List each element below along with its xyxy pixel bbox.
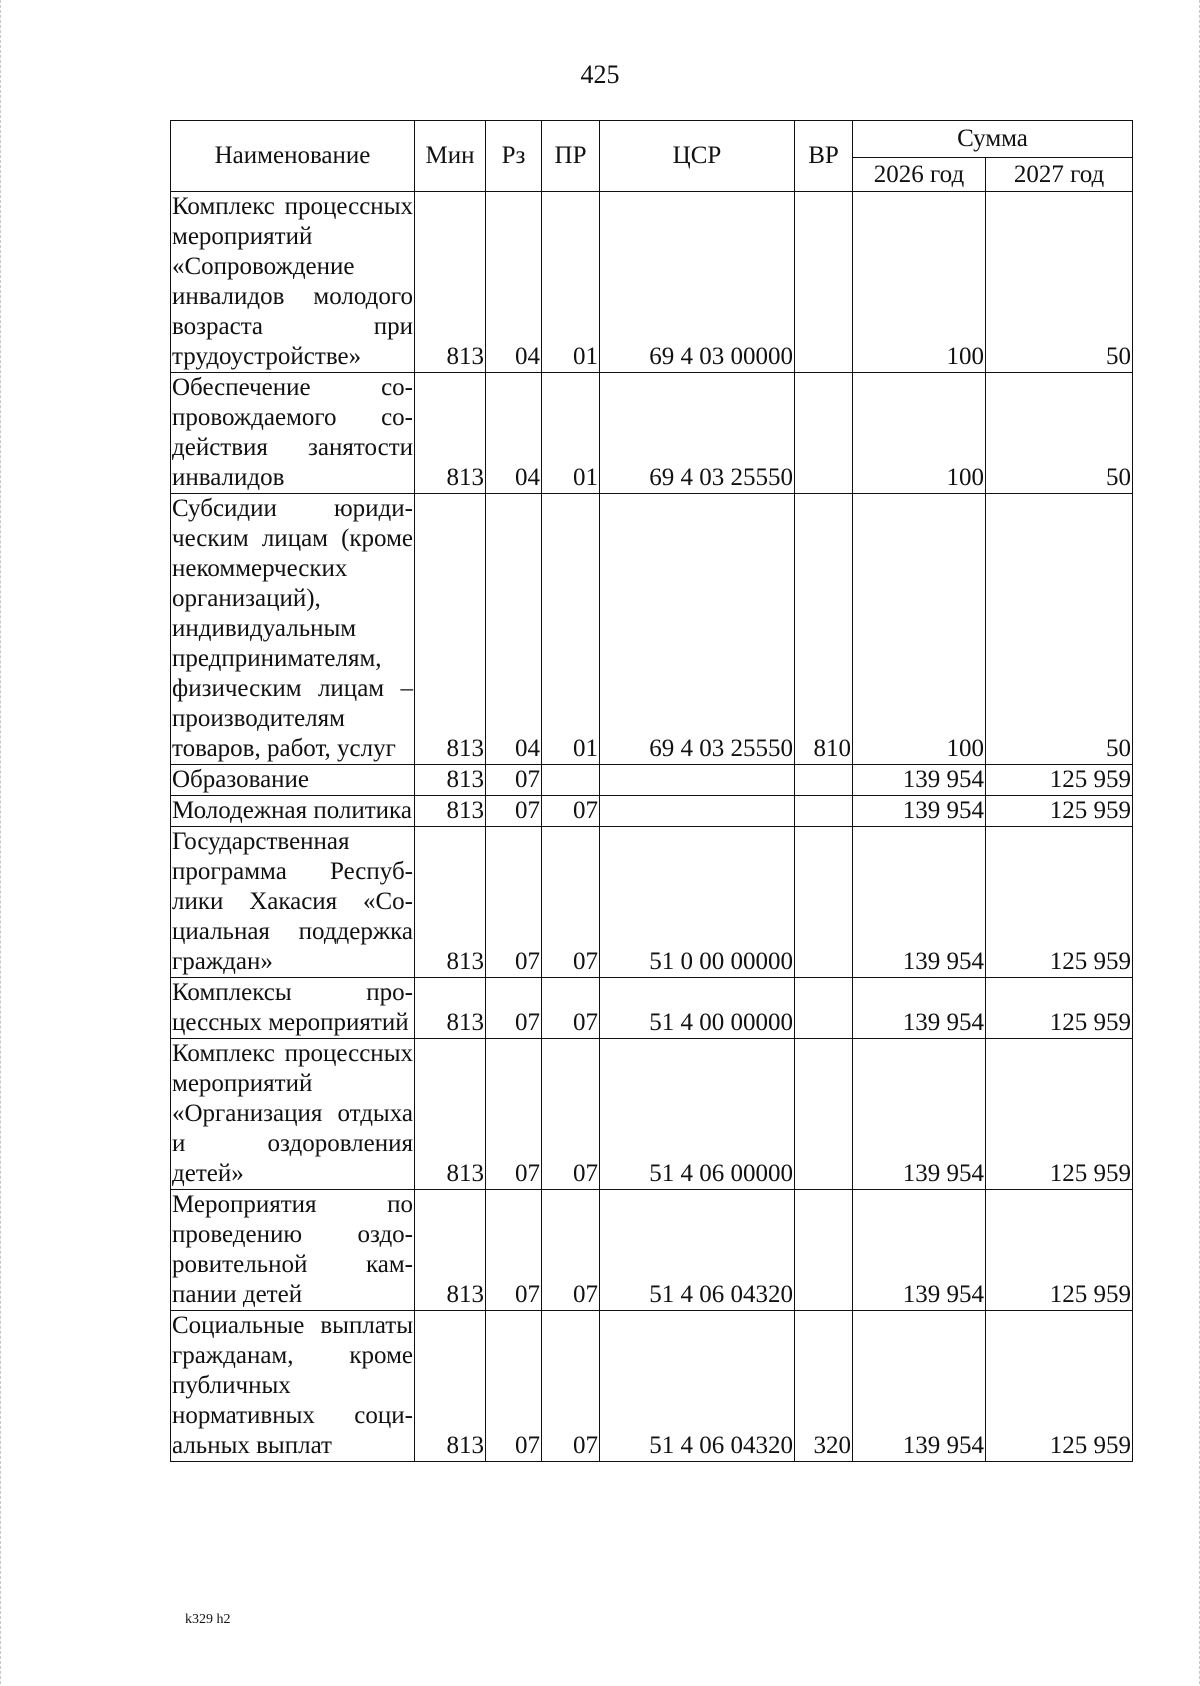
cell-sum-2026: 100 bbox=[853, 494, 986, 765]
cell-sum-2026: 139 954 bbox=[853, 827, 986, 978]
cell-sum-2027: 125 959 bbox=[986, 1311, 1133, 1462]
cell-sum-2026: 139 954 bbox=[853, 1039, 986, 1190]
table-row bbox=[171, 978, 1133, 1039]
cell-vr bbox=[795, 796, 853, 827]
cell-vr bbox=[795, 1039, 853, 1190]
cell-rz: 07 bbox=[486, 1311, 542, 1462]
cell-name: Обеспечение сопровождаемого содействия занятости инвалидов bbox=[171, 373, 415, 494]
header-year-2027: 2027 год bbox=[986, 158, 1133, 192]
cell-csr: 51 4 06 04320 bbox=[600, 1190, 795, 1311]
cell-sum-2027: 50 bbox=[986, 192, 1133, 373]
cell-sum-2026: 139 954 bbox=[853, 796, 986, 827]
cell-vr: 810 bbox=[795, 494, 853, 765]
header-sum: Сумма bbox=[853, 121, 1133, 158]
table-row bbox=[171, 192, 1133, 373]
cell-min: 813 bbox=[415, 494, 486, 765]
cell-csr bbox=[600, 796, 795, 827]
cell-name: Комплекс процессных мероприятий «Сопровождение инвалидов молодого возраста при трудоустройстве» bbox=[171, 192, 415, 373]
cell-vr bbox=[795, 192, 853, 373]
cell-min: 813 bbox=[415, 765, 486, 796]
table-row bbox=[171, 1311, 1133, 1462]
table-body bbox=[171, 192, 1133, 1462]
cell-rz: 07 bbox=[486, 978, 542, 1039]
header-name: Наименование bbox=[171, 121, 415, 192]
cell-sum-2027: 125 959 bbox=[986, 1039, 1133, 1190]
cell-sum-2027: 50 bbox=[986, 494, 1133, 765]
cell-min: 813 bbox=[415, 978, 486, 1039]
footer-code: k329 h2 bbox=[185, 1612, 231, 1627]
table-row bbox=[171, 796, 1133, 827]
cell-rz: 04 bbox=[486, 192, 542, 373]
cell-csr: 69 4 03 25550 bbox=[600, 494, 795, 765]
cell-sum-2027: 125 959 bbox=[986, 796, 1133, 827]
cell-rz: 07 bbox=[486, 796, 542, 827]
cell-vr bbox=[795, 978, 853, 1039]
cell-sum-2026: 139 954 bbox=[853, 978, 986, 1039]
cell-sum-2027: 125 959 bbox=[986, 765, 1133, 796]
cell-name: Комплексы процессных мероприятий bbox=[171, 978, 415, 1039]
cell-pr: 01 bbox=[542, 192, 600, 373]
header-rz: Рз bbox=[486, 121, 542, 192]
cell-min: 813 bbox=[415, 192, 486, 373]
cell-pr: 07 bbox=[542, 1190, 600, 1311]
cell-min: 813 bbox=[415, 1311, 486, 1462]
cell-pr: 07 bbox=[542, 796, 600, 827]
cell-csr: 69 4 03 25550 bbox=[600, 373, 795, 494]
cell-csr bbox=[600, 765, 795, 796]
cell-name: Образование bbox=[171, 765, 415, 796]
cell-sum-2026: 100 bbox=[853, 373, 986, 494]
cell-csr: 51 4 00 00000 bbox=[600, 978, 795, 1039]
cell-sum-2027: 50 bbox=[986, 373, 1133, 494]
cell-min: 813 bbox=[415, 1190, 486, 1311]
cell-pr: 07 bbox=[542, 1039, 600, 1190]
header-pr: ПР bbox=[542, 121, 600, 192]
cell-vr bbox=[795, 827, 853, 978]
cell-sum-2027: 125 959 bbox=[986, 1190, 1133, 1311]
cell-vr: 320 bbox=[795, 1311, 853, 1462]
cell-pr: 07 bbox=[542, 978, 600, 1039]
cell-rz: 04 bbox=[486, 494, 542, 765]
page-number: 425 bbox=[580, 60, 620, 89]
cell-name: Комплекс процессных мероприятий «Организация отдыха и оздоровления детей» bbox=[171, 1039, 415, 1190]
cell-sum-2027: 125 959 bbox=[986, 978, 1133, 1039]
cell-csr: 51 0 00 00000 bbox=[600, 827, 795, 978]
header-min: Мин bbox=[415, 121, 486, 192]
cell-sum-2026: 100 bbox=[853, 192, 986, 373]
cell-name: Мероприятия по проведению оздоровительной кампании детей bbox=[171, 1190, 415, 1311]
cell-csr: 51 4 06 00000 bbox=[600, 1039, 795, 1190]
cell-rz: 07 bbox=[486, 827, 542, 978]
cell-vr bbox=[795, 765, 853, 796]
header-csr: ЦСР bbox=[600, 121, 795, 192]
table-row bbox=[171, 494, 1133, 765]
cell-csr: 69 4 03 00000 bbox=[600, 192, 795, 373]
table-row bbox=[171, 373, 1133, 494]
cell-rz: 07 bbox=[486, 1190, 542, 1311]
cell-sum-2026: 139 954 bbox=[853, 1311, 986, 1462]
table-row bbox=[171, 1039, 1133, 1190]
cell-csr: 51 4 06 04320 bbox=[600, 1311, 795, 1462]
table-row bbox=[171, 1190, 1133, 1311]
cell-name: Социальные выплаты гражданам, кроме публичных нормативных социальных выплат bbox=[171, 1311, 415, 1462]
cell-pr: 01 bbox=[542, 373, 600, 494]
budget-table bbox=[170, 120, 1133, 1462]
cell-sum-2027: 125 959 bbox=[986, 827, 1133, 978]
cell-pr: 01 bbox=[542, 494, 600, 765]
cell-pr: 07 bbox=[542, 827, 600, 978]
cell-pr bbox=[542, 765, 600, 796]
cell-sum-2026: 139 954 bbox=[853, 1190, 986, 1311]
cell-vr bbox=[795, 373, 853, 494]
table-row bbox=[171, 827, 1133, 978]
cell-min: 813 bbox=[415, 827, 486, 978]
cell-sum-2026: 139 954 bbox=[853, 765, 986, 796]
cell-rz: 07 bbox=[486, 1039, 542, 1190]
cell-pr: 07 bbox=[542, 1311, 600, 1462]
cell-vr bbox=[795, 1190, 853, 1311]
header-vr: ВР bbox=[795, 121, 853, 192]
cell-name: Государственная программа Республики Хакасия «Социальная поддержка граждан» bbox=[171, 827, 415, 978]
table-header-row bbox=[171, 121, 1133, 158]
cell-rz: 04 bbox=[486, 373, 542, 494]
cell-min: 813 bbox=[415, 1039, 486, 1190]
header-year-2026: 2026 год bbox=[853, 158, 986, 192]
cell-name: Молодежная политика bbox=[171, 796, 415, 827]
cell-rz: 07 bbox=[486, 765, 542, 796]
cell-name: Субсидии юридическим лицам (кроме некоммерческих организаций), индивидуальным предпринимателям, физическим лицам – производителям товаров, работ, услуг bbox=[171, 494, 415, 765]
cell-min: 813 bbox=[415, 373, 486, 494]
table-row bbox=[171, 765, 1133, 796]
cell-min: 813 bbox=[415, 796, 486, 827]
